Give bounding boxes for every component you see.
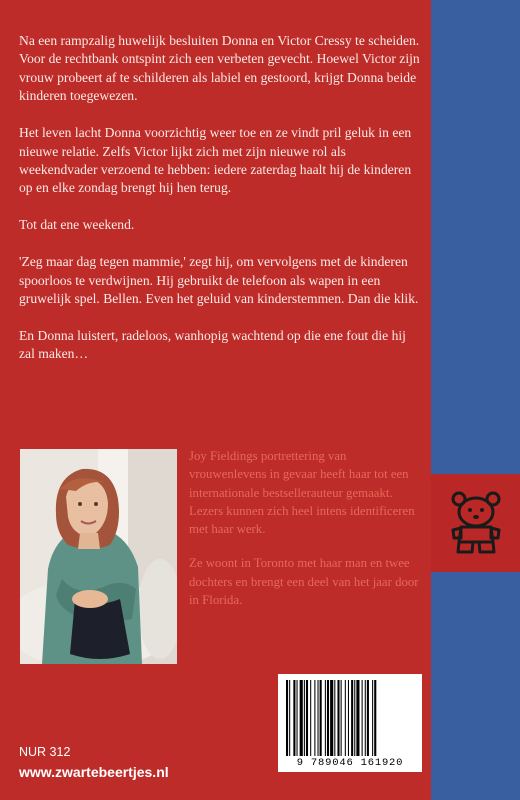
isbn-barcode — [278, 674, 422, 772]
publisher-website: www.zwartebeertjes.nl — [19, 764, 169, 780]
author-info — [189, 447, 427, 625]
blurb-paragraph: En Donna luistert, radeloos, wanhopig wachtend op die ene fout die hij zal maken… — [19, 327, 406, 362]
barcode-number: 9 789046 161920 — [296, 757, 404, 769]
author-residence: Ze woont in Toronto met haar man en twee dochters en brengt een deel van het jaar door in Florida. — [189, 556, 419, 608]
blurb-paragraph: Het leven lacht Donna voorzichtig weer toe en ze vindt pril geluk in een nieuwe relatie. Zelfs Victor lijkt zich met zijn nieuwe rol als weekendvader verzoend te hebben: iedere zaterdag haalt hij de kinderen op en elke zondag brengt hij hen terug. — [19, 125, 412, 196]
blurb-text — [19, 32, 424, 382]
nur-code: NUR 312 — [19, 745, 71, 759]
blurb-paragraph: 'Zeg maar dag tegen mammie,' zegt hij, om vervolgens met de kinderen spoorloos te verdwijnen. Hij gebruikt de telefoon als wapen in een gruwelijk spel. Bellen. Even het geluid van kinderstemmen. Dan die klik. — [19, 254, 419, 306]
spine-blue-panel — [431, 0, 520, 800]
author-photo — [20, 449, 177, 664]
blurb-paragraph: Na een rampzalig huwelijk besluiten Donna en Victor Cressy te scheiden. Voor de rechtbank ontspint zich een verbeten gevecht. Hoewel Victor zijn vrouw probeert af te schilderen als labiel en gestoord, krijgt Donna beide kinderen toegewezen. — [19, 33, 420, 104]
barcode-bars-icon — [278, 678, 422, 760]
blurb-paragraph: Tot dat ene weekend. — [19, 217, 135, 233]
author-bio: Joy Fieldings portrettering van vrouwenlevens in gevaar heeft haar tot een internationale bestsellerauteur gemaakt. Lezers kunnen zich heel intens identificeren met haar werk. — [189, 449, 415, 537]
bear-logo-icon — [449, 490, 503, 556]
